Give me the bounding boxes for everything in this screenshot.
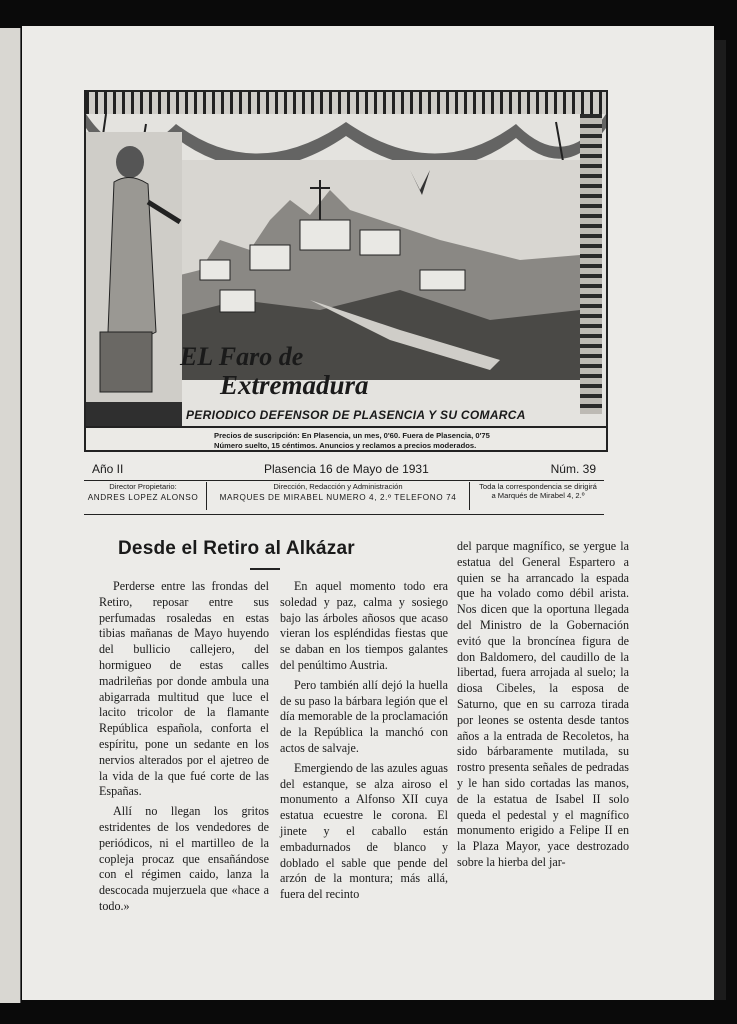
subscription-prices: Precios de suscripción: En Plasencia, un mes, 0'60. Fuera de Plasencia, 0'75 [214,431,490,440]
office-address: MARQUES DE MIRABEL NUMERO 4, 2.º TELEFONO 74 [219,493,457,502]
masthead-subtitle: PERIODICO DEFENSOR DE PLASENCIA Y SU COMARCA [186,408,526,422]
adjacent-page-edge [0,28,21,1003]
masthead-title [168,342,388,406]
article-column-2 [280,579,448,907]
paragraph: del parque magnífico, se yergue la estatua del General Espartero a quien se ha arrancado la espada que ha volado como débil arista. Nos dicen que la oportuna llegada del Ministro de la Gobernación evitó que la broncínea figura de don Baldomero, del caudillo de la libertad, fuera arrojada al suelo; la diosa Cibeles, la esposa de Saturno, que en su carroza tirada por leones se ostenta desde tantos años a la entrada de Recoletos, ha sido bárbaramente mutilada, su rostro presenta señales de pedradas y le han sido cortadas las manos, de la estatua de Isabel II solo queda el pedestal y el magnífico monumento erigido a Felipe II en la Plaza Mayor, yace destrozado sobre la hierba del jar- [457,539,629,869]
single-issue-price: Número suelto, 15 céntimos. Anuncios y reclamos a precios moderados. [214,441,477,450]
publisher-info-bar [84,480,604,515]
article-headline: Desde el Retiro al Alkázar [118,538,355,559]
ornamental-column [580,114,602,414]
headline-rule [250,568,280,570]
owner-cell [84,482,202,510]
binding-shadow [714,40,726,1000]
owner-label: Director Propietario: [109,482,177,491]
correspondence-line1: Toda la correspondencia se dirigirá [479,482,597,491]
issue-year: Año II [92,462,124,476]
paragraph: Emergiendo de las azules aguas del estanque, se alza airoso el monumento a Alfonso XII cuya estatua ecuestre le corona. El jinete y el caballo están embadurnados de blanco y doblado el sable que pende del arzón de la montura; más allá, fuera del recinto [280,760,448,902]
paragraph: Perderse entre las frondas del Retiro, reposar entre sus perfumadas rosaledas en estas tibias mañanas de Mayo huyendo del bullicio callejero, del hormigueo de estas calles madrileñas por donde ambula una abigarrada multitud que luce el lacito tricolor de la flamante República española, conforta el espíritu, pone un sedante en los nervios alterados por el ajetreo de la vida de la que fué corte de las Españas. [99,579,269,799]
paragraph: Pero también allí dejó la huella de su paso la bárbara legión que el día memorable de la proclamación de la República la manchó con actos de salvaje. [280,677,448,755]
masthead-title-line2: Extremadura [220,370,369,400]
masthead-illustration [84,90,608,452]
dateline [84,458,604,481]
issue-number: Núm. 39 [550,462,596,476]
paragraph: Allí no llegan los gritos estridentes de los vendedores de periódicos, ni el martilleo de la copleja procaz que ensañándose con el régimen caido, lanza la descocada mujerzuela que «hace a todo.» [99,804,269,913]
masthead-frieze [86,92,606,114]
article-column-3 [457,539,629,875]
paragraph: En aquel momento todo era soledad y paz, calma y sosiego bajo las árboles añosos que acaso vieran los espléndidas fiestas que se daban en los tiempos galantes del penúltimo Austria. [280,579,448,672]
correspondence-line2: a Marqués de Mirabel 4, 2.º [491,491,585,500]
article-column-1 [99,579,269,919]
office-cell [206,482,470,510]
subscription-bar [86,426,606,452]
office-label: Dirección, Redacción y Administración [273,482,403,491]
masthead-title-line1: EL Faro de [180,342,304,371]
owner-name: ANDRES LOPEZ ALONSO [87,493,199,502]
issue-date: Plasencia 16 de Mayo de 1931 [264,462,429,476]
correspondence-cell [472,482,604,510]
